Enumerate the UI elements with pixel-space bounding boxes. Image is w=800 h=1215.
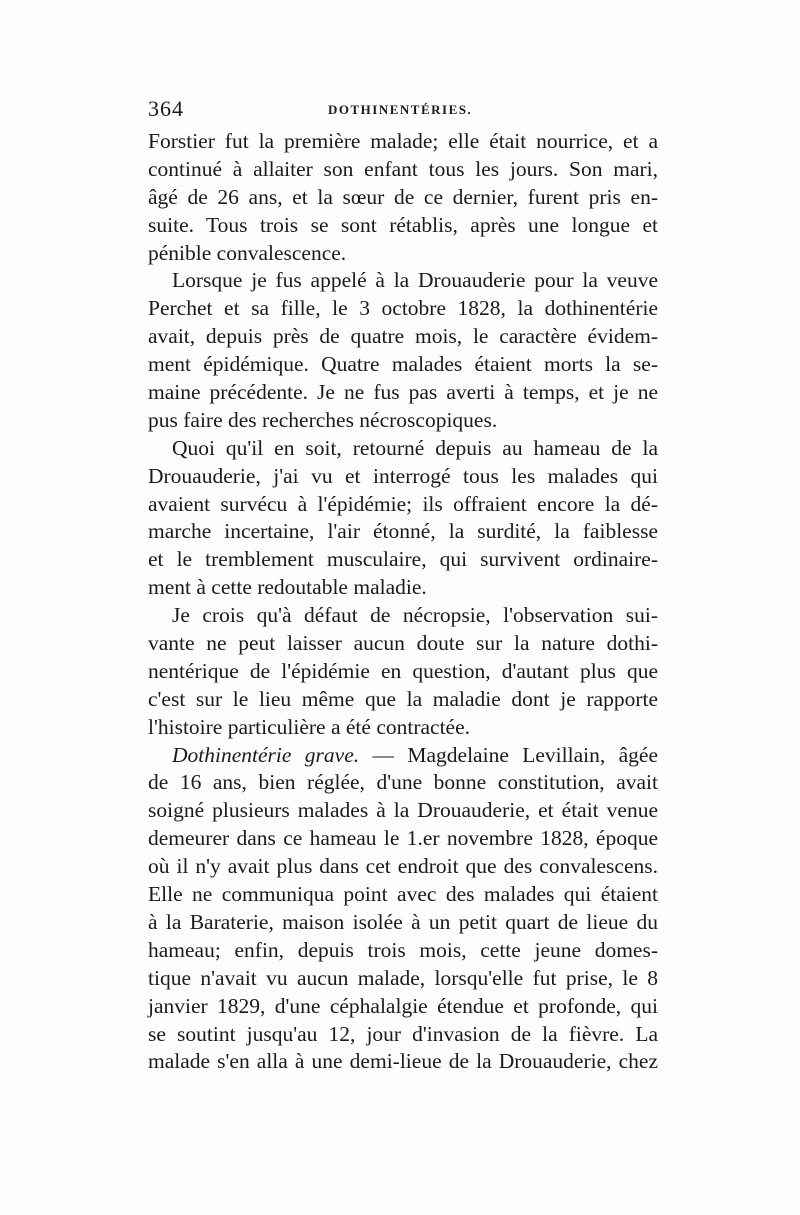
- text-line: Forstier fut la première malade; elle était nourrice, et a: [148, 129, 658, 153]
- text-line: janvier 1829, d'une céphalalgie étendue et profonde, qui: [148, 993, 658, 1018]
- running-head: DOTHINENTÉRIES.: [328, 102, 473, 117]
- text-line-content: Quoi qu'il en soit, retourné depuis au hameau de la: [172, 435, 658, 460]
- text-line: de 16 ans, bien réglée, d'une bonne constitution, avait: [148, 770, 658, 795]
- paragraph: [148, 128, 658, 267]
- text-line: ment épidémique. Quatre malades étaient morts la se-: [148, 352, 658, 377]
- page-header: [148, 96, 658, 124]
- page-number: 364: [148, 96, 184, 121]
- text-line: où il n'y avait plus dans cet endroit que des convalescens.: [148, 854, 658, 879]
- paragraph: [148, 267, 658, 434]
- text-line: malade s'en alla à une demi-lieue de la Drouauderie, chez: [148, 1049, 658, 1074]
- text-line: âgé de 26 ans, et la sœur de ce dernier, furent pris en-: [148, 184, 658, 209]
- paragraph: [148, 742, 658, 1077]
- paragraph: [148, 602, 658, 741]
- text-line: hameau; enfin, depuis trois mois, cette jeune domes-: [148, 937, 658, 962]
- text-line: demeurer dans ce hameau le 1.er novembre 1828, époque: [148, 826, 658, 851]
- text-line: tique n'avait vu aucun malade, lorsqu'elle fut prise, le 8: [148, 965, 658, 990]
- observation-title: Dothinentérie grave.: [172, 742, 360, 767]
- text-line: avaient survécu à l'épidémie; ils offraient encore la dé-: [148, 491, 658, 516]
- text-line: marche incertaine, l'air étonné, la surdité, la faiblesse: [148, 519, 658, 544]
- text-line: nentérique de l'épidémie en question, d'autant plus que: [148, 658, 658, 683]
- text-line: à la Baraterie, maison isolée à un petit quart de lieue du: [148, 909, 658, 934]
- text-line: Elle ne communiqua point avec des malades qui étaient: [148, 882, 658, 907]
- text-line: [148, 267, 658, 295]
- text-line: [148, 435, 658, 463]
- text-line: ment à cette redoutable maladie.: [148, 575, 427, 600]
- paragraph: [148, 435, 658, 602]
- text-line: pénible convalescence.: [148, 240, 347, 265]
- body-text: [148, 128, 658, 1076]
- text-line: se soutint jusqu'au 12, jour d'invasion de la fièvre. La: [148, 1021, 658, 1046]
- text-line: maine précédente. Je ne fus pas averti à temps, et je ne: [148, 380, 658, 405]
- text-line: Drouauderie, j'ai vu et interrogé tous les malades qui: [148, 463, 658, 488]
- text-line: pus faire des recherches nécroscopiques.: [148, 407, 498, 432]
- text-line: l'histoire particulière a été contractée.: [148, 714, 471, 739]
- text-line: soigné plusieurs malades à la Drouauderie, et était venue: [148, 798, 658, 823]
- text-line: avait, depuis près de quatre mois, le caractère évidem-: [148, 324, 658, 349]
- text-line: suite. Tous trois se sont rétablis, après une longue et: [148, 212, 658, 237]
- text-line: [148, 602, 658, 630]
- text-line: continué à allaiter son enfant tous les jours. Son mari,: [148, 156, 658, 181]
- text-line-content: — Magdelaine Levillain, âgée: [359, 742, 658, 767]
- text-line-content: Je crois qu'à défaut de nécropsie, l'observation sui-: [172, 603, 658, 628]
- text-line: vante ne peut laisser aucun doute sur la nature dothi-: [148, 631, 658, 656]
- text-line-content: Lorsque je fus appelé à la Drouauderie pour la veuve: [172, 268, 658, 293]
- text-line: et le tremblement musculaire, qui survivent ordinaire-: [148, 547, 658, 572]
- text-line: c'est sur le lieu même que la maladie dont je rapporte: [148, 686, 658, 711]
- text-line: [148, 742, 658, 770]
- text-line: Perchet et sa fille, le 3 octobre 1828, la dothinentérie: [148, 296, 658, 321]
